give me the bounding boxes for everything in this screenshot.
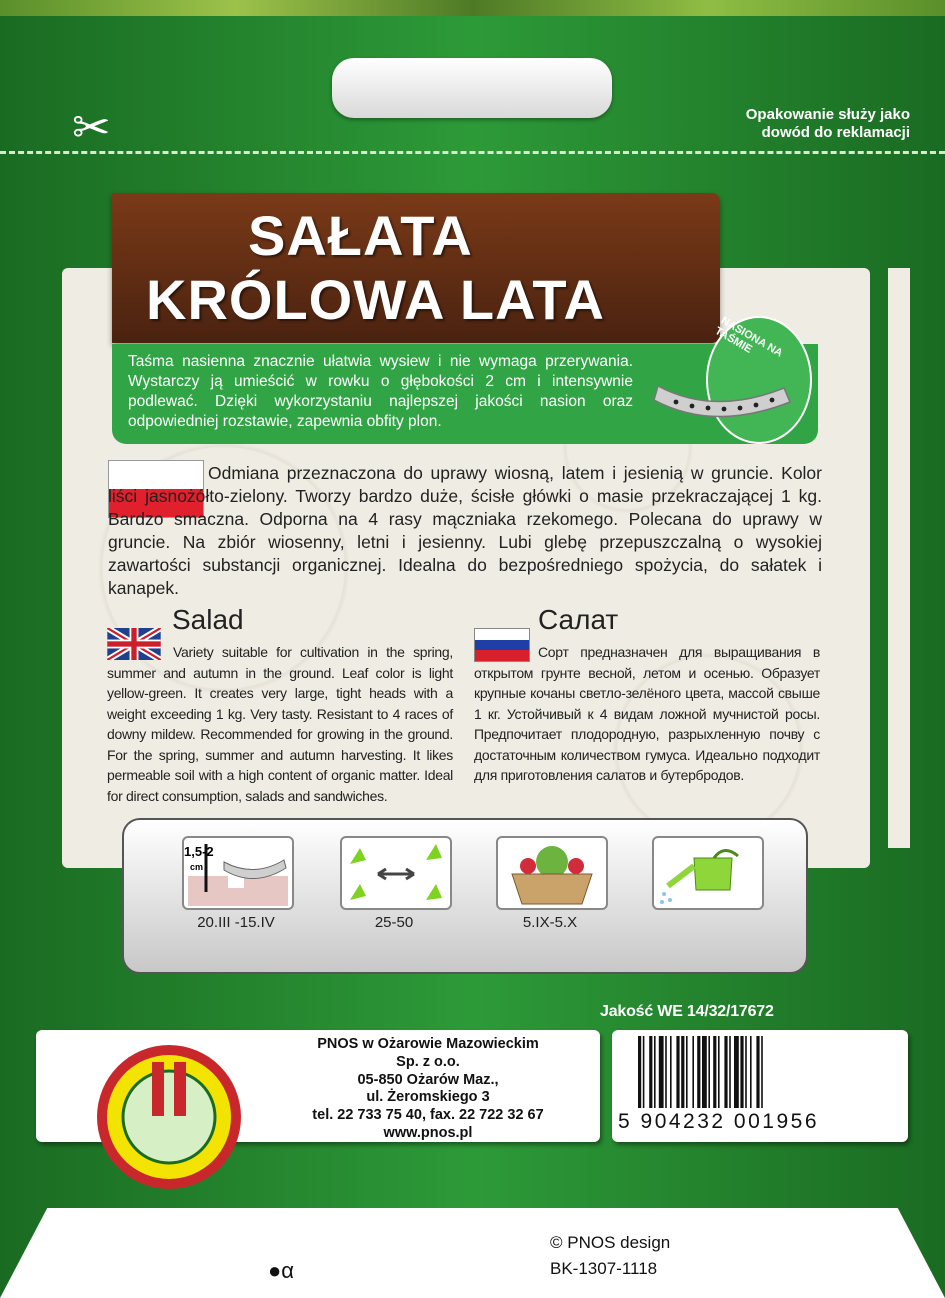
- recycling-mark: ●α: [268, 1258, 295, 1283]
- polish-description: Odmiana przeznaczona do uprawy wiosną, latem i jesienią w gruncie. Kolor liści jasnożółto-zielony. Tworzy bardzo duże, ścisłe główki o masie przekraczającej 1 kg. Bardzo smaczna. Odporna na 4 rasy mączniaka rzekomego. Polecana do uprawy w gruncie. Na zbiór wiosenny, letni i jesienny. Lubi glebę przepuszczalną o wysokiej zawartości substancji organicznej. Idealna do bezpośredniego spożycia, do sałatek i kanapek.: [108, 463, 822, 598]
- watering-can-icon: [652, 836, 764, 910]
- sowing-date: 20.III -15.IV: [197, 914, 275, 931]
- footer-info: [550, 1230, 670, 1282]
- seed-tape-icon: [654, 376, 794, 420]
- russian-heading: Салат: [538, 604, 619, 635]
- copyright-text: © PNOS design: [550, 1233, 671, 1252]
- sowing-depth-unit: cm: [190, 862, 204, 872]
- seed-tape-description: Taśma nasienna znacznie ułatwia wysiew i nie wymaga przerywania. Wystarczy ją umieścić w rowku o głębokości 2 cm i intensywnie podlewać. Dzięki wykorzystaniu najlepszej jakości nasion oraz odpowiedniej rozstawie, zapewnia obfity plon.: [128, 353, 633, 430]
- product-title-line2: KRÓLOWA LATA: [146, 268, 605, 331]
- barcode-icon: [636, 1036, 848, 1116]
- russian-description: Сорт предназначен для выращивания в открытом грунте весной, летом и осенью. Образует крупные кочаны светло-зелёного цвета, массой свыше 1 кг. Устойчивый к 4 видам ложной мучнистой росы. Предпочитает плодородную, разрыхленную почву с достаточным количеством гумуса. Идеально подходит для приготовления салатов и бутербродов.: [474, 644, 820, 783]
- producer-address: [258, 1036, 598, 1143]
- producer-company: Sp. z o.o.: [396, 1053, 460, 1070]
- complaint-note: [700, 106, 910, 142]
- quality-code: Jakość WE 14/32/17672: [600, 1003, 774, 1020]
- print-code: BK-1307-1118: [550, 1259, 658, 1278]
- sowing-depth-icon: [182, 836, 294, 910]
- producer-contact: tel. 22 733 75 40, fax. 22 722 32 67: [312, 1107, 544, 1124]
- plant-spacing-icon: [340, 836, 452, 910]
- hanging-tab: [332, 58, 612, 118]
- cultivation-icons-band: [122, 818, 808, 974]
- complaint-note-line1: Opakowanie służy jako: [745, 106, 910, 123]
- producer-street: ul. Żeromskiego 3: [366, 1089, 490, 1106]
- producer-name: PNOS w Ożarowie Mazowieckim: [317, 1036, 539, 1052]
- bottom-white-area: [0, 1208, 945, 1298]
- pnos-logo-icon: [94, 1042, 244, 1192]
- content-panel-edge: [888, 268, 910, 848]
- sowing-depth-value: 1,5-2: [184, 844, 214, 859]
- barcode-number: 5 904232 001956: [618, 1110, 819, 1133]
- scissors-icon: ✂: [72, 101, 111, 153]
- lettuce-photo-strip: [0, 0, 945, 16]
- seed-tape-badge-label: NASIONA NA TAŚMIE: [712, 314, 785, 360]
- product-title-line1: SAŁATA: [248, 204, 473, 267]
- harvest-date: 5.IX-5.X: [522, 914, 578, 931]
- cut-line: [0, 151, 945, 154]
- english-heading: Salad: [172, 604, 244, 635]
- producer-website[interactable]: www.pnos.pl: [383, 1124, 473, 1141]
- producer-postal: 05-850 Ożarów Maz.,: [357, 1071, 499, 1088]
- english-description: Variety suitable for cultivation in the spring, summer and autumn in the ground. Leaf color is light yellow-green. It creates very large, tight heads with a weight exceeding 1 kg. Very tasty. Resistant to 4 races of downy mildew. Recommended for growing in the ground. For the spring, summer and autumn harvesting. It likes permeable soil with a high content of organic matter. Ideal for direct consumption, salads and sandwiches.: [107, 644, 453, 804]
- harvest-basket-icon: [496, 836, 608, 910]
- plant-spacing: 25-50: [374, 914, 414, 931]
- complaint-note-line2: dowód do reklamacji: [761, 124, 910, 141]
